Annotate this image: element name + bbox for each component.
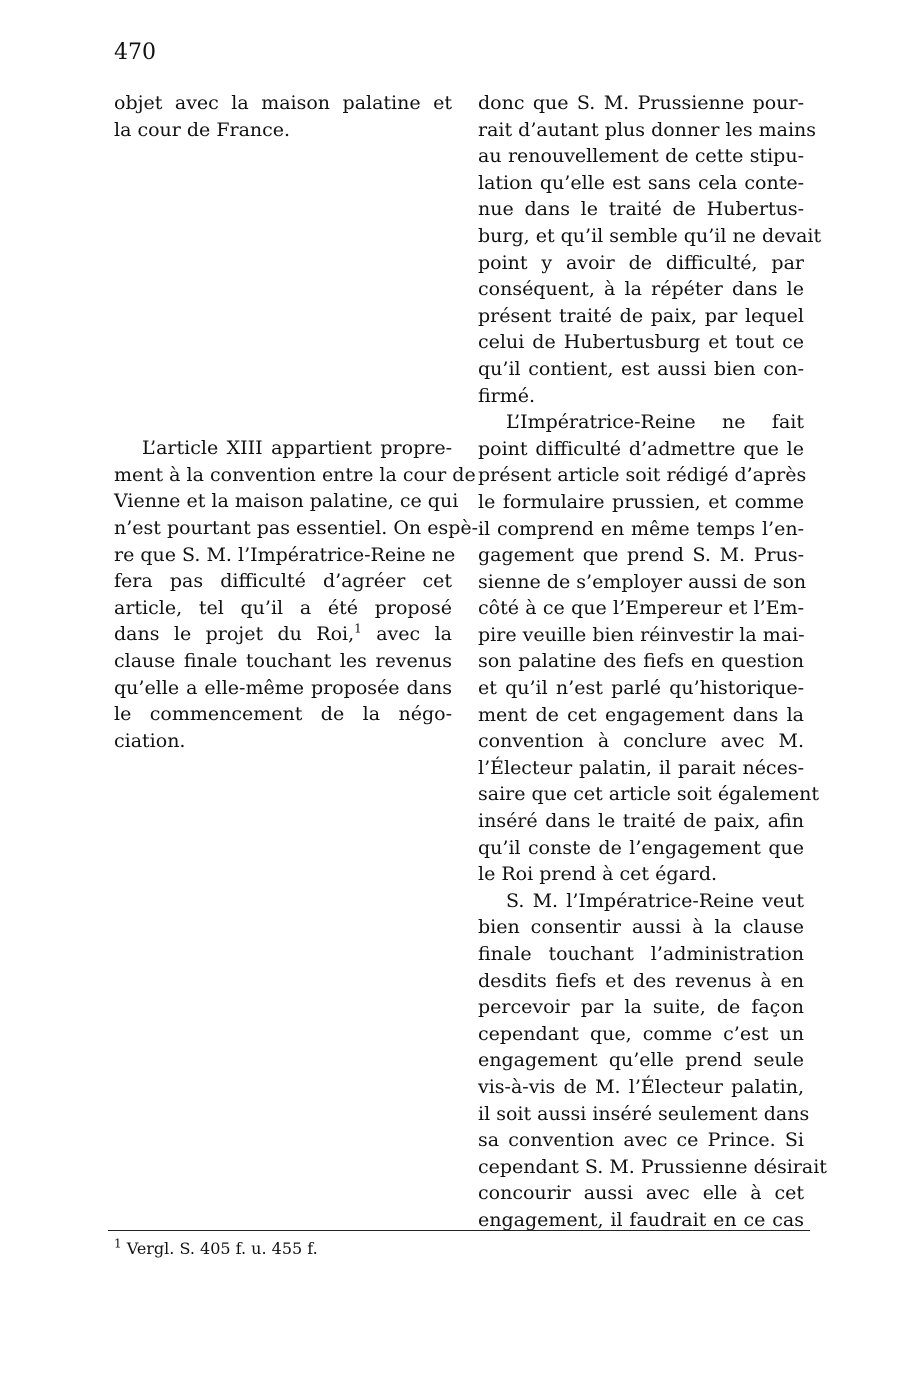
text-line: la cour de France.: [114, 118, 291, 141]
text-line: présent traité de paix, par lequel: [478, 304, 804, 327]
page-number: 470: [114, 40, 156, 65]
right-column: [478, 90, 827, 1234]
text-line: engagement, il faudrait en ce cas: [478, 1208, 804, 1231]
text-line: fera pas difficulté d’agréer cet: [114, 570, 452, 593]
footnote-marker: 1: [114, 1236, 122, 1251]
text-line: et qu’il n’est parlé qu’historique-: [478, 677, 804, 700]
text-line: celui de Hubertusburg et tout ce: [478, 331, 804, 354]
left-column: [114, 90, 479, 754]
text-line: qu’il contient, est aussi bien con-: [478, 357, 804, 380]
text-line: il soit aussi inséré seulement dans: [478, 1102, 810, 1125]
text-line: rait d’autant plus donner les mains: [478, 118, 817, 141]
text-line: re que S. M. l’Impératrice-Reine ne: [114, 543, 456, 566]
text-line: le commencement de la négo-: [114, 703, 452, 726]
paragraph: [478, 888, 827, 1234]
text-line: article, tel qu’il a été proposé: [114, 596, 452, 619]
text-line: nue dans le traité de Hubertus-: [478, 198, 804, 221]
text-line: objet avec la maison palatine et: [114, 92, 452, 114]
text-line: n’est pourtant pas essentiel. On espè-: [114, 516, 479, 539]
text-line: Vienne et la maison palatine, ce qui: [114, 490, 459, 513]
text-line: firmé.: [478, 384, 536, 407]
text-line: gagement que prend S. M. Prus-: [478, 544, 804, 567]
footnote-divider: [108, 1230, 810, 1231]
text-line: le Roi prend à cet égard.: [478, 863, 718, 886]
text-line: sa convention avec ce Prince. Si: [478, 1129, 804, 1152]
text-line: ment à la convention entre la cour de: [114, 463, 476, 486]
text-line: L’Impératrice-Reine ne fait: [506, 411, 804, 434]
text-line: qu’il conste de l’engagement que: [478, 836, 804, 859]
text-line: au renouvellement de cette stipu-: [478, 145, 804, 168]
text-line: convention à conclure avec M.: [478, 730, 804, 753]
text-segment: avec la: [361, 623, 452, 646]
text-line: L’article XIII appartient propre-: [142, 437, 452, 460]
text-line: présent article soit rédigé d’après: [478, 464, 807, 487]
text-line: donc que S. M. Prussienne pour-: [478, 92, 804, 114]
text-line: saire que cet article soit également: [478, 783, 820, 806]
text-line: vis-à-vis de M. l’Électeur palatin,: [478, 1075, 804, 1098]
text-line: côté à ce que l’Empereur et l’Em-: [478, 597, 804, 620]
text-line: burg, et qu’il semble qu’il ne devait: [478, 224, 822, 247]
text-segment: dans le projet du Roi,: [114, 623, 355, 646]
text-line: qu’elle a elle-même proposée dans: [114, 676, 452, 699]
text-line: bien consentir aussi à la clause: [478, 916, 804, 939]
text-line: point difficulté d’admettre que le: [478, 437, 804, 460]
paragraph: [114, 90, 452, 143]
paragraph: [114, 435, 479, 754]
text-line: percevoir par la suite, de façon: [478, 996, 804, 1019]
text-line: inséré dans le traité de paix, afin: [478, 810, 804, 833]
text-line: concourir aussi avec elle à cet: [478, 1182, 804, 1205]
text-line: cependant que, comme c’est un: [478, 1022, 804, 1045]
text-line: le formulaire prussien, et comme: [478, 490, 804, 513]
footnote: [114, 1238, 318, 1260]
footnote-reference: 1: [354, 622, 362, 637]
text-line: ment de cet engagement dans la: [478, 703, 804, 726]
text-line: ciation.: [114, 729, 186, 752]
text-line: engagement qu’elle prend seule: [478, 1049, 804, 1072]
text-line: lation qu’elle est sans cela conte-: [478, 171, 804, 194]
text-line: cependant S. M. Prussienne désirait: [478, 1155, 827, 1178]
text-line: son palatine des fiefs en question: [478, 650, 804, 673]
text-line: pire veuille bien réinvestir la mai-: [478, 623, 805, 646]
text-line: [114, 621, 452, 648]
text-line: point y avoir de difficulté, par: [478, 251, 804, 274]
text-line: clause finale touchant les revenus: [114, 649, 452, 672]
text-line: conséquent, à la répéter dans le: [478, 278, 804, 301]
paragraph: [478, 409, 820, 888]
text-line: S. M. l’Impératrice-Reine veut: [506, 889, 804, 912]
text-line: finale touchant l’administration: [478, 943, 804, 965]
text-line: il comprend en même temps l’en-: [478, 517, 804, 540]
text-line: desdits fiefs et des revenus à en: [478, 969, 804, 992]
text-line: l’Électeur palatin, il parait néces-: [478, 756, 804, 779]
footnote-text: Vergl. S. 405 f. u. 455 f.: [121, 1239, 318, 1258]
paragraph: [478, 90, 822, 409]
text-line: sienne de s’employer aussi de son: [478, 570, 807, 593]
